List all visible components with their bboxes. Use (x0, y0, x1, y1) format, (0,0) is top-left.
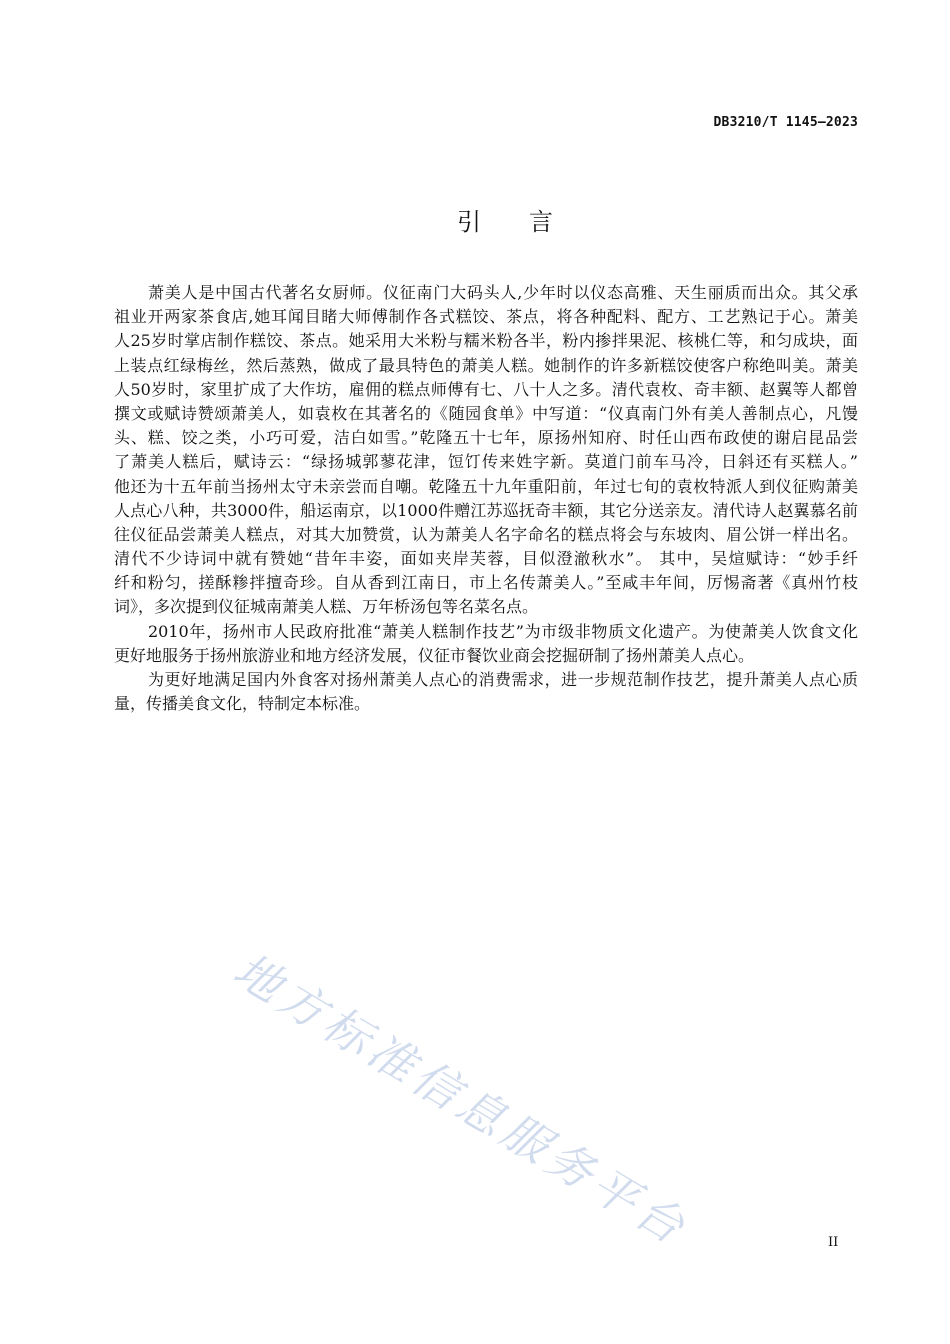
text-line: 2010年，扬州市人民政府批准“萧美人糕制作技艺”为市级非物质文化遗产。为使萧美人饮食文化 (148, 621, 858, 641)
text-line: 往仪征品尝萧美人糕点，对其大加赞赏，认为萧美人名字命名的糕点将会与东坡肉、眉公饼一样出名。 (114, 524, 858, 544)
text-line: 为更好地满足国内外食客对扬州萧美人点心的消费需求，进一步规范制作技艺，提升萧美人点心质 (148, 670, 858, 689)
page-number: II (828, 1235, 839, 1250)
text-line: 萧美人是中国古代著名女厨师。仪征南门大码头人,少年时以仪态高雅、天生丽质而出众。其父承 (148, 283, 858, 302)
text-line: 人点心八种，共3000件，船运南京，以1000件赠江苏巡抚奇丰额，其它分送亲友。清代诗人赵翼慕名前 (114, 500, 858, 520)
text-line: 人50岁时，家里扩成了大作坊，雇佣的糕点师傅有七、八十人之多。清代袁枚、奇丰额、赵翼等人都曾 (114, 379, 858, 399)
text-line: 祖业开两家茶食店,她耳闻目睹大师傅制作各式糕饺、茶点，将各种配料、配方、工艺熟记于心。萧美 (114, 307, 858, 327)
paragraph (114, 620, 858, 668)
text-line: 人25岁时掌店制作糕饺、茶点。她采用大米粉与糯米粉各半，粉内掺拌果泥、核桃仁等，和匀成块，面 (114, 331, 858, 351)
page-title: 引 言 (457, 208, 553, 236)
introduction-body (114, 281, 858, 716)
text-line: 上装点红绿梅丝，然后蒸熟，做成了最具特色的萧美人糕。她制作的许多新糕饺使客户称绝叫美。萧美 (114, 355, 858, 375)
paragraph (114, 281, 858, 620)
text-line: 纤和粉匀，搓酥糁拌擅奇珍。自从香到江南日，市上名传萧美人。”至咸丰年间，厉惕斋著《真州竹枝 (114, 573, 858, 593)
text-line: 词》，多次提到仪征城南萧美人糕、万年桥汤包等名菜名点。 (114, 597, 539, 617)
text-line: 量，传播美食文化，特制定本标准。 (114, 694, 371, 714)
document-code: DB3210/T 1145—2023 (713, 115, 858, 130)
text-line: 撰文或赋诗赞颂萧美人，如袁枚在其著名的《随园食单》中写道：“仪真南门外有美人善制点心，凡馒 (114, 403, 858, 423)
text-line: 清代不少诗词中就有赞她“昔年丰姿，面如夹岸芙蓉，目似澄澈秋水”。 其中，吴煊赋诗：“妙手纤 (114, 549, 858, 569)
text-line: 他还为十五年前当扬州太守未亲尝而自嘲。乾隆五十九年重阳前，年过七旬的袁枚特派人到仪征购萧美 (114, 476, 858, 496)
text-line: 了萧美人糕后，赋诗云：“绿扬城郭蓼花津，饾饤传来姓字新。莫道门前车马冷，日斜还有买糕人。” (114, 452, 858, 472)
paragraph (114, 668, 858, 716)
text-line: 头、糕、饺之类，小巧可爱，洁白如雪。”乾隆五十七年，原扬州知府、时任山西布政使的谢启昆品尝 (114, 428, 858, 448)
watermark: 地方标准信息服务平台 (224, 942, 699, 1257)
text-line: 更好地服务于扬州旅游业和地方经济发展，仪征市餐饮业商会挖掘研制了扬州萧美人点心。 (114, 645, 755, 665)
